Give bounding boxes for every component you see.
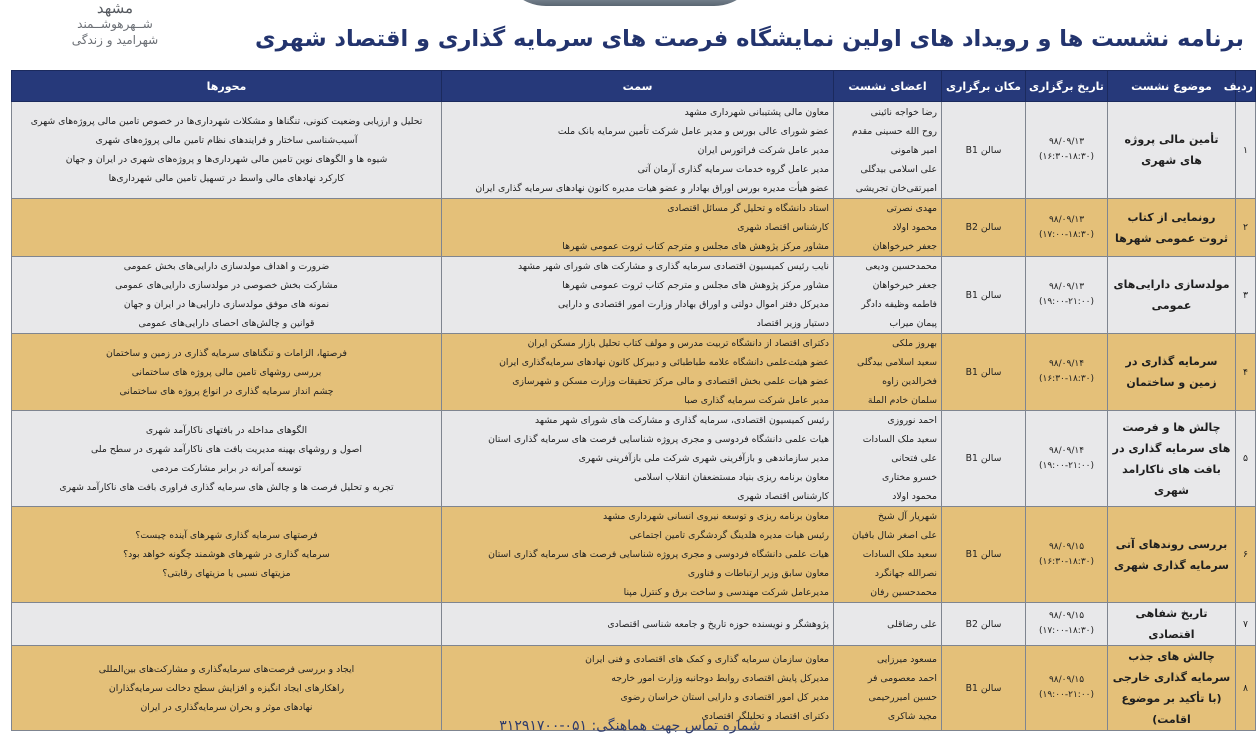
session-time-value: (۱۷:۰۰-۱۸:۳۰) — [1038, 626, 1094, 636]
table-header-row — [12, 71, 1256, 102]
member-name: امیر هامونی — [890, 144, 937, 156]
member-positions — [442, 334, 834, 411]
header-location: مکان برگزاری — [942, 71, 1026, 102]
row-index: ۴ — [1236, 334, 1256, 411]
session-axes — [12, 603, 442, 646]
session-time-value: (۱۹:۰۰-۲۱:۰۰) — [1038, 460, 1094, 471]
member-position: هیات علمی دانشگاه فردوسی و مجری پروژه شناسایی فرصت های سرمایه گذاری استان — [488, 549, 829, 560]
member-name: محمود اولاد — [892, 491, 937, 502]
table-row — [12, 102, 1256, 199]
member-position: دکترای اقتصاد از دانشگاه تربیت مدرس و مولف کتاب تحلیل بازار مسکن ایران — [527, 338, 829, 349]
member-position: عضو هیأت مدیره بورس اوراق بهادار و عضو هیات مدیره کانون نهادهای سرمایه گذاری ایران — [475, 182, 829, 194]
session-members — [834, 411, 942, 507]
session-time-value: (۱۹:۰۰-۲۱:۰۰) — [1038, 690, 1094, 700]
member-name: نصرالله جهانگرد — [874, 568, 937, 579]
member-position: هیات علمی دانشگاه فردوسی و مجری پروژه شناسایی فرصت های سرمایه گذاری استان — [488, 434, 829, 445]
header-position: سمت — [442, 71, 834, 102]
member-positions — [442, 102, 834, 199]
member-positions — [442, 507, 834, 603]
session-members — [834, 199, 942, 257]
member-name: محمدحسین رفان — [870, 587, 937, 598]
session-topic: بررسی روندهای آتی سرمایه گذاری شهری — [1108, 507, 1236, 603]
axis-item: شیوه ها و الگوهای نوین تامین مالی شهرداری‌ها و پروژه‌های شهری در ایران و جهان — [65, 154, 388, 165]
member-position: مدیر عامل گروه خدمات سرمایه گذاری آرمان آتی — [637, 163, 829, 175]
logo-line-1: مشهد — [96, 0, 134, 17]
axis-item: سرمایه گذاری در شهرهای هوشمند چگونه خواهد بود؟ — [123, 549, 330, 560]
session-members — [834, 507, 942, 603]
session-axes — [12, 257, 442, 334]
session-location: سالن B1 — [942, 411, 1026, 507]
member-name: سعید اسلامی بیدگلی — [856, 357, 937, 368]
page-header — [0, 0, 1260, 68]
member-position: مدیرعامل شرکت مهندسی و ساخت برق و کنترل مپنا — [623, 587, 829, 598]
mashhad-logo — [55, 0, 175, 48]
session-time-value: (۱۶:۳۰-۱۸:۳۰) — [1038, 374, 1094, 384]
member-name: سعید ملک السادات — [862, 549, 937, 560]
session-date — [1026, 507, 1108, 603]
table-row — [12, 334, 1256, 411]
member-position: مدیر عامل شرکت فراتورس ایران — [697, 144, 829, 156]
axis-item: قوانین و چالش‌های احصای دارایی‌های عمومی — [138, 318, 315, 329]
member-name: شهریار آل شیخ — [878, 511, 937, 522]
member-position: معاون برنامه ریزی بنیاد مستضعفان انقلاب اسلامی — [634, 472, 829, 483]
axis-item: چشم انداز سرمایه گذاری در انواع پروژه های ساختمانی — [119, 385, 334, 397]
table-row — [12, 507, 1256, 603]
member-position: عضو هیات علمی بخش اقتصادی و مالی مرکز تحقیقات وزارت مسکن و شهرسازی — [512, 376, 829, 387]
member-name: مهدی نصرتی — [886, 203, 937, 214]
member-position: دستیار وزیر اقتصاد — [756, 318, 829, 329]
axis-item: آسیب‌شناسی ساختار و فرایندهای نظام تامین مالی پروژه‌های شهری — [95, 135, 358, 146]
session-time-value: (۱۶:۳۰-۱۸:۳۰) — [1038, 152, 1094, 162]
member-position: عضو هیئت‌علمی دانشگاه علامه طباطبائی و دبیرکل کانون نهادهای سرمایه‌گذاری ایران — [499, 357, 829, 368]
member-name: احمد معصومی فر — [867, 673, 937, 684]
session-date — [1026, 411, 1108, 507]
member-name: خسرو مختاری — [881, 472, 937, 483]
sessions-table-wrapper — [12, 70, 1256, 731]
session-date-value: ۹۸/۰۹/۱۵ — [1048, 611, 1085, 621]
session-date-value: ۹۸/۰۹/۱۴ — [1048, 445, 1085, 456]
session-date — [1026, 199, 1108, 257]
row-index: ۶ — [1236, 507, 1256, 603]
member-position: دکترای اقتصاد و تحلیلگر اقتصادی — [701, 711, 829, 722]
member-name: امیرتقی‌خان تجریشی — [855, 182, 937, 194]
member-position: مدیر کل امور اقتصادی و دارایی استان خراسان رضوی — [620, 692, 829, 703]
axis-item: راهکارهای ایجاد انگیزه و افزایش سطح دخالت سرمایه‌گذاران — [108, 682, 345, 694]
page-title: برنامه نشست ها و رویداد های اولین نمایشگاه فرصت های سرمایه گذاری و اقتصاد شهری — [254, 26, 1244, 52]
member-position: عضو شورای عالی بورس و مدیر عامل شرکت تأمین سرمایه بانک ملت — [557, 125, 829, 137]
header-date: تاریخ برگزاری — [1026, 71, 1108, 102]
member-name: بهروز ملکی — [892, 338, 937, 349]
session-location: سالن B1 — [942, 257, 1026, 334]
session-date-value: ۹۸/۰۹/۱۳ — [1048, 214, 1085, 225]
axis-item: تحلیل و ارزیابی وضعیت کنونی، تنگناها و مشکلات شهرداری‌ها در خصوص تامین مالی پروژه‌های شهری — [30, 116, 423, 127]
sessions-table — [11, 70, 1256, 731]
axis-item: نهادهای موثر و بحران سرمایه‌گذاری در ایران — [140, 701, 313, 713]
member-position: معاون مالی پشتیبانی شهرداری مشهد — [684, 106, 829, 118]
member-name: سعید ملک السادات — [862, 434, 937, 445]
member-position: رئیس هیات مدیره هلدینگ گردشگری تامین اجتماعی — [629, 530, 829, 541]
session-axes — [12, 334, 442, 411]
member-positions — [442, 603, 834, 646]
axis-item: اصول و روشهای بهینه مدیریت بافت های ناکارآمد شهری در سطح ملی — [91, 443, 362, 455]
member-position: مدیرکل دفتر اموال دولتی و اوراق بهادار وزارت امور اقتصادی و دارایی — [558, 299, 829, 310]
axis-item: فرصتهای سرمایه گذاری شهرهای آینده چیست؟ — [135, 530, 318, 541]
axis-item: نمونه های موفق مولدسازی دارایی‌ها در ایران و جهان — [123, 299, 330, 310]
session-location: سالن B1 — [942, 102, 1026, 199]
row-index: ۲ — [1236, 199, 1256, 257]
session-date — [1026, 334, 1108, 411]
table-row — [12, 603, 1256, 646]
member-position: معاون برنامه ریزی و توسعه نیروی انسانی شهرداری مشهد — [602, 511, 829, 522]
axis-item: ایجاد و بررسی فرصت‌های سرمایه‌گذاری و مشارکت‌های بین‌المللی — [98, 663, 355, 675]
session-axes — [12, 199, 442, 257]
member-position: استاد دانشگاه و تحلیل گر مسائل اقتصادی — [667, 203, 829, 214]
row-index: ۱ — [1236, 102, 1256, 199]
member-positions — [442, 199, 834, 257]
axis-item: الگوهای مداخله در بافتهای ناکارآمد شهری — [145, 424, 308, 436]
member-name: محمدحسین ودیعی — [865, 261, 937, 272]
globe-graphic — [500, 0, 760, 6]
session-date-value: ۹۸/۰۹/۱۴ — [1048, 359, 1085, 369]
axis-item: بررسی روشهای تامین مالی پروژه های ساختمانی — [131, 366, 322, 378]
axis-item: فرصتها، الزامات و تنگناهای سرمایه گذاری در زمین و ساختمان — [106, 347, 347, 359]
session-date — [1026, 603, 1108, 646]
member-name: فخرالدین زاوه — [882, 376, 937, 387]
session-date — [1026, 257, 1108, 334]
session-topic: سرمایه گذاری در زمین و ساختمان — [1108, 334, 1236, 411]
logo-line-3: شهرامید و زندگی — [71, 33, 159, 47]
member-position: رئیس کمیسیون اقتصادی، سرمایه گذاری و مشارکت های شورای شهر مشهد — [535, 415, 829, 426]
session-topic: مولدسازی دارایی‌های عمومی — [1108, 257, 1236, 334]
member-position: مدیرکل پایش اقتصادی روابط دوجانبه وزارت امور خارجه — [611, 673, 829, 684]
session-topic: چالش های جذب سرمایه گذاری خارجی (با تأکید بر موضوع اقامت) — [1108, 646, 1236, 731]
member-positions — [442, 411, 834, 507]
member-name: پیمان میراب — [889, 318, 937, 329]
session-members — [834, 102, 942, 199]
session-members — [834, 334, 942, 411]
table-row — [12, 257, 1256, 334]
session-date-value: ۹۸/۰۹/۱۵ — [1048, 541, 1085, 552]
logo-line-2: شــهرهوشــمند — [77, 17, 153, 31]
member-name: فاطمه وظیفه دادگر — [861, 299, 937, 310]
session-location: سالن B1 — [942, 646, 1026, 731]
member-name: علی اسلامی بیدگلی — [860, 163, 937, 175]
member-position: مشاور مرکز پژوهش های مجلس و مترجم کتاب ثروت عمومی شهرها — [562, 241, 829, 252]
member-name: احمد نوروزی — [887, 415, 937, 426]
header-axes: محورها — [12, 71, 442, 102]
member-position: کارشناس اقتصاد شهری — [737, 491, 829, 502]
session-location: سالن B2 — [942, 199, 1026, 257]
member-name: حسین امیررحیمی — [868, 692, 937, 703]
axis-item: تجربه و تحلیل فرصت ها و چالش های سرمایه گذاری فراوری بافت های ناکارآمد شهری — [59, 481, 394, 493]
axis-item: مشارکت بخش خصوصی در مولدسازی دارایی‌های عمومی — [115, 280, 338, 291]
session-time-value: (۱۷:۰۰-۱۸:۳۰) — [1038, 229, 1094, 240]
axis-item: مزیتهای نسبی یا مزیتهای رقابتی؟ — [162, 568, 291, 579]
session-time-value: (۱۹:۰۰-۲۱:۰۰) — [1038, 297, 1094, 307]
header-index: ردیف — [1236, 71, 1256, 102]
table-body — [12, 102, 1256, 731]
row-index: ۵ — [1236, 411, 1256, 507]
header-members: اعضای نشست — [834, 71, 942, 102]
session-location: سالن B1 — [942, 507, 1026, 603]
session-members — [834, 257, 942, 334]
member-position: پژوهشگر و نویسنده حوزه تاریخ و جامعه شناسی اقتصادی — [607, 618, 829, 630]
member-name: علی اصغر شال بافیان — [851, 530, 937, 541]
session-topic: رونمایی از کتاب ثروت عمومی شهرها — [1108, 199, 1236, 257]
member-name: سلمان خادم الملة — [867, 395, 937, 406]
member-position: مدیر سازماندهی و بازآفرینی شهری شرکت ملی بازآفرینی شهری — [578, 453, 829, 464]
member-name: مجید شاکری — [887, 711, 937, 722]
row-index: ۳ — [1236, 257, 1256, 334]
session-topic: چالش ها و فرصت های سرمایه گذاری در بافت های ناکارامد شهری — [1108, 411, 1236, 507]
session-location: سالن B2 — [942, 603, 1026, 646]
session-topic: تاریخ شفاهی اقتصادی — [1108, 603, 1236, 646]
session-date-value: ۹۸/۰۹/۱۵ — [1048, 675, 1085, 685]
session-location: سالن B1 — [942, 334, 1026, 411]
row-index: ۷ — [1236, 603, 1256, 646]
header-topic: موضوع نشست — [1108, 71, 1236, 102]
row-index: ۸ — [1236, 646, 1256, 731]
axis-item: ضرورت و اهداف مولدسازی دارایی‌های بخش عمومی — [123, 261, 330, 272]
member-name: جعفر خیرخواهان — [872, 280, 937, 291]
member-name: روح الله حسینی مقدم — [851, 125, 937, 137]
session-axes — [12, 411, 442, 507]
member-name: جعفر خیرخواهان — [872, 241, 937, 252]
contact-footer: شماره تماس جهت هماهنگی: ۰۵۱-۳۱۲۹۱۷۰۰ — [499, 718, 761, 734]
axis-item: کارکرد نهادهای مالی واسط در تسهیل تامین مالی شهرداری‌ها — [108, 173, 345, 184]
session-date — [1026, 102, 1108, 199]
session-axes — [12, 507, 442, 603]
member-name: مسعود میرزایی — [877, 654, 937, 665]
table-row — [12, 411, 1256, 507]
axis-item: توسعه آمرانه در برابر مشارکت مردمی — [151, 462, 302, 474]
member-name: محمود اولاد — [892, 222, 937, 233]
member-position: معاون سابق وزیر ارتباطات و فناوری — [687, 568, 829, 579]
session-axes — [12, 102, 442, 199]
member-positions — [442, 257, 834, 334]
session-date-value: ۹۸/۰۹/۱۳ — [1048, 282, 1085, 292]
session-time-value: (۱۶:۳۰-۱۸:۳۰) — [1038, 556, 1094, 567]
member-position: کارشناس اقتصاد شهری — [737, 222, 829, 233]
session-topic: تأمین مالی پروژه های شهری — [1108, 102, 1236, 199]
session-date-value: ۹۸/۰۹/۱۳ — [1048, 137, 1085, 147]
session-members — [834, 603, 942, 646]
table-row — [12, 199, 1256, 257]
member-name: رضا خواجه نائینی — [870, 106, 937, 118]
member-position: مدیر عامل شرکت سرمایه گذاری صبا — [684, 395, 829, 406]
member-position: معاون سازمان سرمایه گذاری و کمک های اقتصادی و فنی ایران — [585, 654, 829, 665]
member-name: علی رضاقلی — [887, 618, 937, 630]
member-position: مشاور مرکز پژوهش های مجلس و مترجم کتاب ثروت عمومی شهرها — [562, 280, 829, 291]
member-name: علی فتحانی — [891, 453, 937, 464]
member-position: نایب رئیس کمیسیون اقتصادی سرمایه گذاری و مشارکت های شورای شهر مشهد — [517, 261, 829, 272]
